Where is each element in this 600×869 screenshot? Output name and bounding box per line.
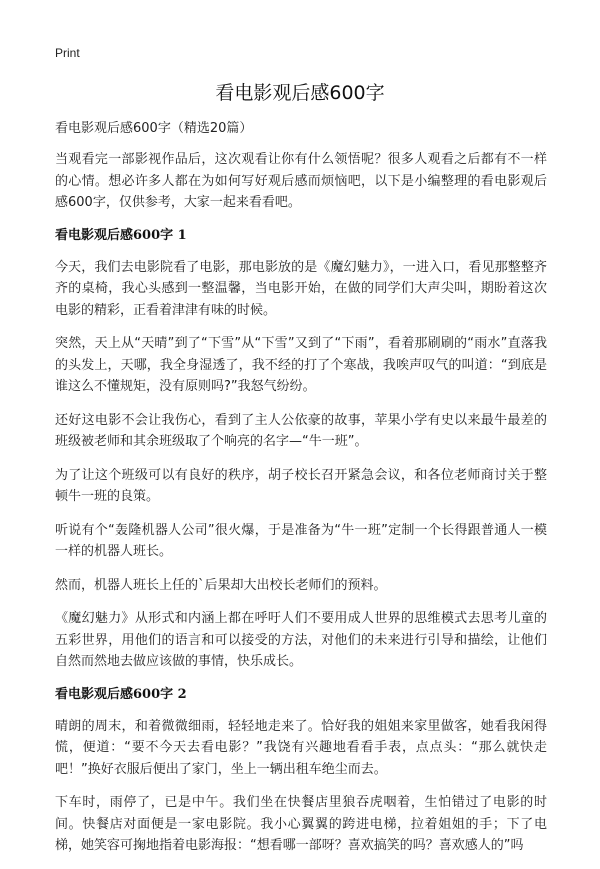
- paragraph: 听说有个“轰隆机器人公司”很火爆，于是准备为“牛一班”定制一个长得跟普通人一模一样的机器人班长。: [55, 522, 547, 559]
- paragraph: 《魔幻魅力》从形式和内涵上都在呼吁人们不要用成人世界的思维模式去思考儿童的五彩世界，用他们的语言和可以接受的方法，对他们的未来进行引导和描绘，让他们自然而然地去做应该做的事情，快乐成长。: [55, 611, 547, 669]
- document-subtitle: 看电影观后感600字（精选20篇）: [55, 121, 253, 136]
- section-heading: 看电影观后感600字 2: [55, 686, 187, 702]
- page-title: 看电影观后感600字: [215, 82, 385, 104]
- intro-paragraph: 当观看完一部影视作品后，这次观看让你有什么领悟呢？很多人观看之后都有不一样的心情。想必许多人都在为如何写好观后感而烦恼吧，以下是小编整理的看电影观后感600字，仅供参考，大家一起来看看吧。: [55, 152, 547, 210]
- paragraph: 然而，机器人班长上任的`后果却大出校长老师们的预料。: [55, 577, 387, 593]
- print-label[interactable]: Print: [55, 46, 80, 60]
- paragraph: 下车时，雨停了，已是中午。我们坐在快餐店里狼吞虎咽着，生怕错过了电影的时间。快餐店对面便是一家电影院。我小心翼翼的跨进电梯，拉着姐姐的手；下了电梯，她笑容可掬地指着电影海报：“想看哪一部呀？喜欢搞笑的吗？喜欢感人的”吗: [55, 795, 547, 853]
- paragraph: 今天，我们去电影院看了电影，那电影放的是《魔幻魅力》，一进入口，看见那整整齐齐的桌椅，我心头感到一整温馨，当电影开始，在做的同学们大声尖叫，期盼着这次电影的精彩，正看着津津有味的时候。: [55, 259, 547, 318]
- paragraph: 突然，天上从“天晴”到了“下雪”从“下雪”又到了“下雨”，看着那刷刷的“雨水”直落我的头发上，天哪，我全身湿透了，我不经的打了个寒战，我唉声叹气的叫道：“到底是谁这么不懂规矩，没有原则吗?”我怒气纷纷。: [55, 336, 547, 394]
- section-heading: 看电影观后感600字 1: [55, 227, 187, 243]
- document-body: [55, 119, 547, 869]
- paragraph: 为了让这个班级可以有良好的秩序，胡子校长召开紧急会议，和各位老师商讨关于整顿牛一班的良策。: [55, 467, 547, 504]
- paragraph: 还好这电影不会让我伤心，看到了主人公依豪的故事，苹果小学有史以来最牛最差的班级被老师和其余班级取了个响亮的名字—“牛一班”。: [55, 412, 547, 449]
- paragraph: 晴朗的周末，和着微微细雨，轻轻地走来了。恰好我的姐姐来家里做客，她看我闲得慌，便道：“要不今天去看电影？”我饶有兴趣地看看手表，点点头：“那么就快走吧！”换好衣服后便出了家门，坐上一辆出租车绝尘而去。: [55, 718, 547, 777]
